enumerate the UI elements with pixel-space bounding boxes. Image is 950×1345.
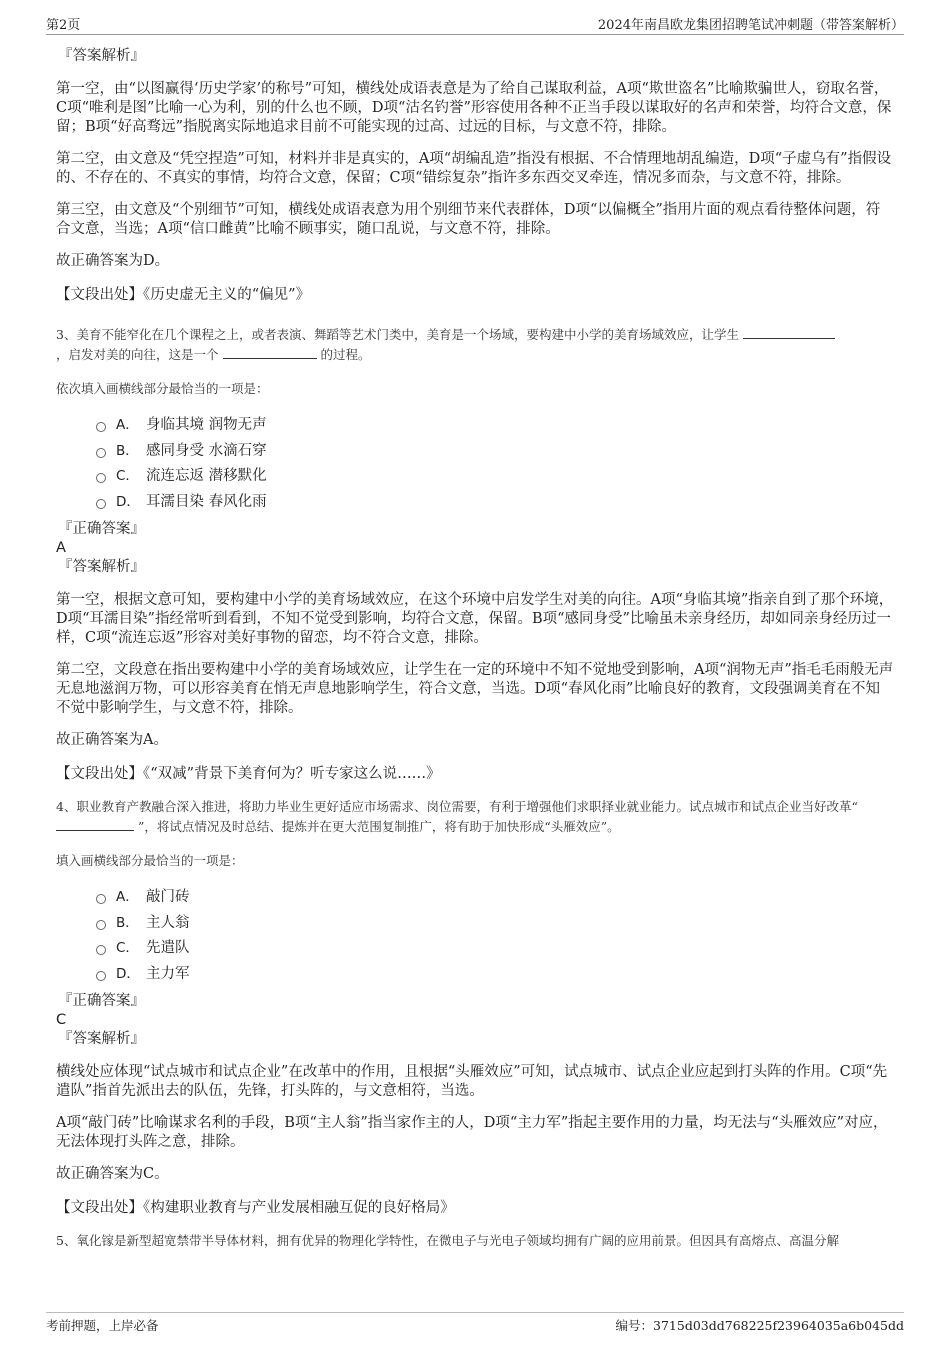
q4-correct-answer: C bbox=[56, 1012, 67, 1028]
page-header bbox=[46, 12, 904, 35]
q4-option-a[interactable]: A． 敲门砖 bbox=[56, 885, 894, 911]
q5-stem: 5、氧化镓是新型超宽禁带半导体材料，拥有优异的物理化学特性，在微电子与光电子领域均拥有广阔的应用前景。但因具有高熔点、高温分解 bbox=[56, 1233, 839, 1248]
q2-source: 【文段出处】《历史虚无主义的“偏见”》 bbox=[56, 287, 311, 303]
radio-icon[interactable] bbox=[96, 499, 106, 509]
footer-slogan: 考前押题，上岸必备 bbox=[46, 1318, 159, 1333]
q2-analysis-label: 『答案解析』 bbox=[58, 48, 145, 64]
q3-option-d[interactable]: D． 耳濡目染 春风化雨 bbox=[56, 490, 894, 516]
q3-options bbox=[56, 413, 894, 515]
q3-blank-1 bbox=[743, 326, 835, 339]
q3-option-a[interactable]: A． 身临其境 润物无声 bbox=[56, 413, 894, 439]
q2-analysis-p2: 第二空，由文意及“凭空捏造”可知，材料并非是真实的，A项“胡编乱造”指没有根据、不合情理地胡乱编造，D项“子虚乌有”指假设的、不存在的、不真实的事情，均符合文意，保留；C项“错综复杂”指许多东西交叉牵连，情况多而杂，与文意不符，排除。 bbox=[56, 151, 892, 186]
radio-icon[interactable] bbox=[96, 473, 106, 483]
q4-option-c[interactable]: C． 先遣队 bbox=[56, 936, 894, 962]
radio-icon[interactable] bbox=[96, 448, 106, 458]
q3-analysis-p1: 第一空，根据文意可知，要构建中小学的美育场域效应，在这个环境中启发学生对美的向往。A项“身临其境”指亲自到了那个环境，D项“耳濡目染”指经常听到看到，不知不觉受到影响，均符合文意，保留。B项“感同身受”比喻虽未亲身经历，却如同亲身经历过一样，C项“流连忘返”形容对美好事物的留恋，均不符合文意，排除。 bbox=[56, 592, 894, 646]
q4-source: 【文段出处】《构建职业教育与产业发展相融互促的良好格局》 bbox=[56, 1200, 455, 1216]
q2-conclusion: 故正确答案为D。 bbox=[56, 253, 170, 269]
q4-stem bbox=[56, 797, 894, 837]
q3-correct-label: 『正确答案』 bbox=[58, 521, 145, 537]
q2-analysis-p3: 第三空，由文意及“个别细节”可知，横线处成语表意为用个别细节来代表群体，D项“以偏概全”指用片面的观点看待整体问题，符合文意，当选；A项“信口雌黄”比喻不顾事实，随口乱说，与文意不符，排除。 bbox=[56, 202, 881, 237]
q3-stem-part-a: 3、美育不能窄化在几个课程之上，或者表演、舞蹈等艺术门类中，美育是一个场域，要构建中小学的美育场域效应，让学生 bbox=[56, 327, 739, 342]
q4-instruction: 填入画横线部分最恰当的一项是： bbox=[56, 853, 244, 868]
q3-stem-part-b: ，启发对美的向往，这是一个 bbox=[56, 347, 219, 362]
radio-icon[interactable] bbox=[96, 971, 106, 981]
q4-correct-label: 『正确答案』 bbox=[58, 993, 145, 1009]
page-number: 第2页 bbox=[46, 18, 81, 33]
radio-icon[interactable] bbox=[96, 422, 106, 432]
q3-option-c[interactable]: C． 流连忘返 潜移默化 bbox=[56, 464, 894, 490]
q3-source: 【文段出处】《“双减”背景下美育何为？听专家这么说……》 bbox=[56, 766, 441, 782]
radio-icon[interactable] bbox=[96, 920, 106, 930]
q4-stem-part-b: ”，将试点情况及时总结、提炼并在更大范围复制推广，将有助于加快形成“头雁效应”。 bbox=[137, 819, 620, 834]
q4-blank bbox=[56, 818, 134, 831]
document-code: 编号：3715d03dd768225f23964035a6b045dd bbox=[615, 1318, 904, 1333]
q4-option-b[interactable]: B． 主人翁 bbox=[56, 911, 894, 937]
q3-stem bbox=[56, 325, 894, 365]
q3-blank-2 bbox=[223, 346, 317, 359]
page-footer bbox=[46, 1312, 904, 1337]
q4-option-d[interactable]: D． 主力军 bbox=[56, 962, 894, 988]
page-content bbox=[56, 44, 894, 1251]
q3-correct-answer: A bbox=[56, 540, 66, 556]
q4-analysis-p2: A项“敲门砖”比喻谋求名利的手段，B项“主人翁”指当家作主的人，D项“主力军”指起主要作用的力量，均无法与“头雁效应”对应，无法体现打头阵之意，排除。 bbox=[56, 1115, 888, 1150]
q4-analysis-label: 『答案解析』 bbox=[58, 1031, 145, 1047]
q3-instruction: 依次填入画横线部分最恰当的一项是： bbox=[56, 381, 269, 396]
q3-stem-part-c: 的过程。 bbox=[320, 347, 371, 362]
q3-analysis-p2: 第二空，文段意在指出要构建中小学的美育场域效应，让学生在一定的环境中不知不觉地受到影响，A项“润物无声”指毛毛雨般无声无息地滋润万物，可以形容美育在悄无声息地影响学生，符合文意，当选。D项“春风化雨”比喻良好的教育，文段强调美育在不知不觉中影响学生，与文意不符，排除。 bbox=[56, 662, 894, 716]
q2-analysis-p1: 第一空，由“以图赢得‘历史学家’的称号”可知，横线处成语表意是为了给自己谋取利益，A项“欺世盗名”比喻欺骗世人，窃取名誉，C项“唯利是图”比喻一心为利，别的什么也不顾，D项“沽名钓誉”形容使用各种不正当手段以谋取好的名声和荣誉，均符合文意，保留；B项“好高骛远”指脱离实际地追求目前不可能实现的过高、过远的目标，与文意不符，排除。 bbox=[56, 81, 892, 135]
q4-conclusion: 故正确答案为C。 bbox=[56, 1166, 169, 1182]
document-title: 2024年南昌欧龙集团招聘笔试冲刺题（带答案解析） bbox=[597, 18, 904, 33]
radio-icon[interactable] bbox=[96, 945, 106, 955]
q4-analysis-p1: 横线处应体现“试点城市和试点企业”在改革中的作用，且根据“头雁效应”可知，试点城市、试点企业应起到打头阵的作用。C项“先遣队”指首先派出去的队伍，先锋，打头阵的，与文意相符，当选。 bbox=[56, 1064, 888, 1099]
q4-options bbox=[56, 885, 894, 987]
q3-conclusion: 故正确答案为A。 bbox=[56, 732, 168, 748]
q3-analysis-label: 『答案解析』 bbox=[58, 559, 145, 575]
q3-option-b[interactable]: B． 感同身受 水滴石穿 bbox=[56, 439, 894, 465]
radio-icon[interactable] bbox=[96, 894, 106, 904]
q4-stem-part-a: 4、职业教育产教融合深入推进，将助力毕业生更好适应市场需求、岗位需要，有利于增强他们求职择业就业能力。试点城市和试点企业当好改革“ bbox=[56, 799, 858, 814]
